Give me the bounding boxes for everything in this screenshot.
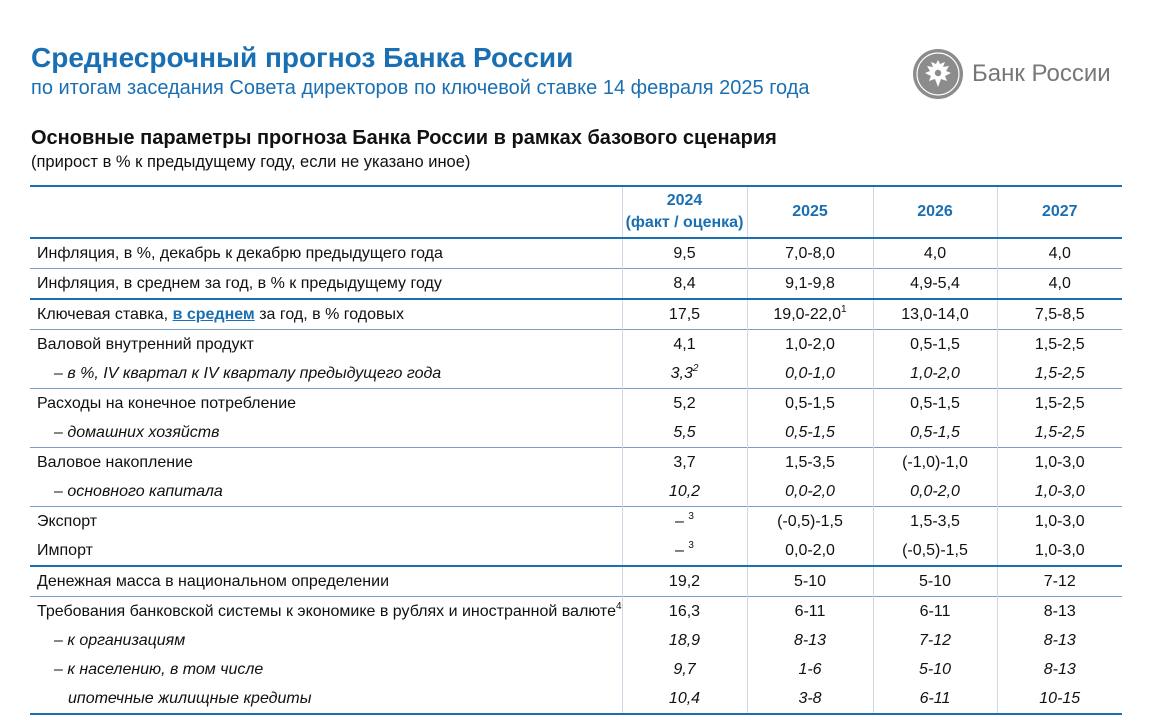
table-row: – к организациям 18,9 8-13 7-12 8-13: [30, 626, 1122, 655]
page-title: Среднесрочный прогноз Банка России: [31, 42, 574, 73]
bank-logo: [912, 47, 1111, 101]
table-row: Импорт – $^3$ 0,0-2,0 (-0,5)-1,5 1,0-3,0: [30, 536, 1122, 566]
table-row: Инфляция, в среднем за год, в % к предыдущему году 8,4 9,1-9,8 4,9-5,4 4,0: [30, 269, 1122, 300]
forecast-table: [30, 185, 1122, 715]
table-row: Инфляция, в %, декабрь к декабрю предыдущего года 9,5 7,0-8,0 4,0 4,0: [30, 238, 1122, 269]
header-2027: 2027: [997, 186, 1122, 238]
table-title: Основные параметры прогноза Банка России в рамках базового сценария: [31, 127, 777, 149]
table-row: ипотечные жилищные кредиты 10,4 3-8 6-11 10-15: [30, 684, 1122, 714]
header-2024: 2024 (факт / оценка): [622, 186, 747, 238]
header-2026: 2026: [873, 186, 997, 238]
table-note: (прирост в % к предыдущему году, если не указано иное): [31, 153, 471, 171]
table-row: – основного капитала 10,2 0,0-2,0 0,0-2,0 1,0-3,0: [30, 477, 1122, 507]
table-row: – в %, IV квартал к IV кварталу предыдущего года $3,3^2$ 0,0-1,0 1,0-2,0 1,5-2,5: [30, 359, 1122, 389]
table-row: Экспорт – $^3$ (-0,5)-1,5 1,5-3,5 1,0-3,0: [30, 507, 1122, 537]
table-row: Валовой внутренний продукт 4,1 1,0-2,0 0,5-1,5 1,5-2,5: [30, 330, 1122, 360]
double-headed-eagle-icon: [912, 48, 964, 100]
table-row: Ключевая ставка, в среднем за год, в % годовых 17,5 19,0-22,0$^1$ 13,0-14,0 7,5-8,5: [30, 299, 1122, 330]
table-header-row: [30, 186, 1122, 238]
logo-text: Банк России: [972, 60, 1111, 87]
table-row: – к населению, в том числе 9,7 1-6 5-10 8-13: [30, 655, 1122, 684]
table-row: Расходы на конечное потребление 5,2 0,5-1,5 0,5-1,5 1,5-2,5: [30, 389, 1122, 419]
page-subtitle: по итогам заседания Совета директоров по ключевой ставке 14 февраля 2025 года: [31, 77, 810, 99]
table-row: Валовое накопление 3,7 1,5-3,5 (-1,0)-1,0 1,0-3,0: [30, 448, 1122, 478]
table-row: Требования банковской системы к экономике в рублях и иностранной валюте$^4$ 16,3 6-11 6-11 8-13: [30, 597, 1122, 627]
table-row: – домашних хозяйств 5,5 0,5-1,5 0,5-1,5 1,5-2,5: [30, 418, 1122, 448]
average-link[interactable]: в среднем: [172, 305, 255, 323]
header-blank: [30, 186, 622, 238]
table-row: Денежная масса в национальном определении 19,2 5-10 5-10 7-12: [30, 566, 1122, 597]
header-2025: 2025: [747, 186, 873, 238]
